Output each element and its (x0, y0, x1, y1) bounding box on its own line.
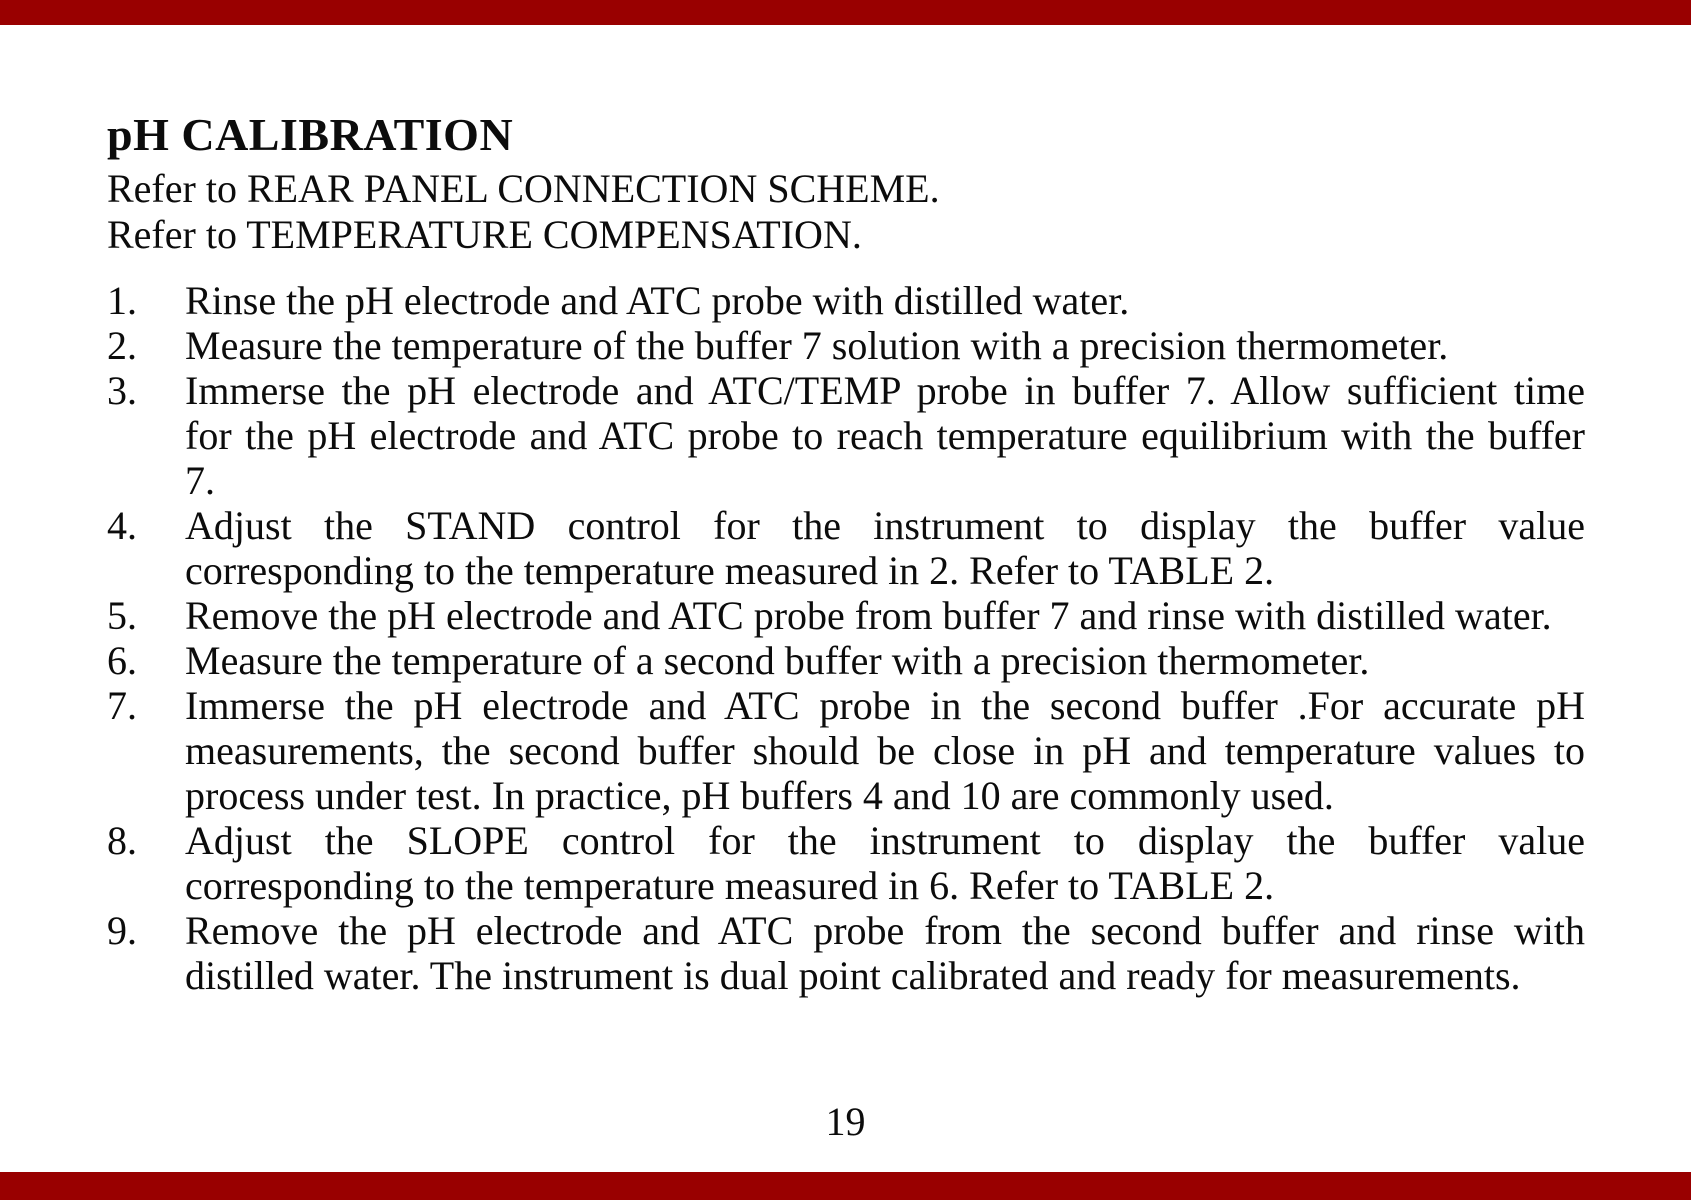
item-line: Rinse the pH electrode and ATC probe with distilled water. (185, 278, 1130, 323)
item-number: 5. (107, 593, 137, 638)
item-line: for the pH electrode and ATC probe to reach temperature equilibrium with the buffer (185, 413, 1585, 458)
page-number: 19 (825, 1099, 866, 1144)
item-number: 1. (107, 278, 137, 323)
item-number: 4. (107, 503, 137, 548)
list-item (107, 908, 1585, 998)
item-line: Remove the pH electrode and ATC probe from buffer 7 and rinse with distilled water. (185, 593, 1552, 638)
item-line: corresponding to the temperature measured in 6. Refer to TABLE 2. (185, 863, 1275, 908)
item-number: 9. (107, 908, 137, 953)
item-line: Measure the temperature of the buffer 7 solution with a precision thermometer. (185, 323, 1449, 368)
list-item (107, 368, 1585, 503)
ref-line-temp-compensation: Refer to TEMPERATURE COMPENSATION. (107, 212, 862, 257)
item-line: Remove the pH electrode and ATC probe from the second buffer and rinse with (185, 908, 1585, 953)
ref-line-rear-panel: Refer to REAR PANEL CONNECTION SCHEME. (107, 166, 940, 211)
item-number: 6. (107, 638, 137, 683)
item-line: process under test. In practice, pH buffers 4 and 10 are commonly used. (185, 773, 1334, 818)
list-item (107, 593, 1585, 638)
page-title: pH CALIBRATION (107, 109, 514, 160)
item-number: 7. (107, 683, 137, 728)
item-line: corresponding to the temperature measured in 2. Refer to TABLE 2. (185, 548, 1275, 593)
top-accent-bar (0, 0, 1691, 25)
list-item (107, 323, 1585, 368)
reference-lines (107, 166, 1585, 258)
item-line: Adjust the SLOPE control for the instrument to display the buffer value (185, 818, 1585, 863)
list-item (107, 683, 1585, 818)
calibration-steps-list (107, 278, 1585, 998)
item-line: 7. (185, 458, 215, 503)
item-line: Adjust the STAND control for the instrument to display the buffer value (185, 503, 1585, 548)
bottom-accent-bar (0, 1172, 1691, 1200)
item-line: measurements, the second buffer should be close in pH and temperature values to (185, 728, 1585, 773)
list-item (107, 638, 1585, 683)
list-item (107, 278, 1585, 323)
item-number: 2. (107, 323, 137, 368)
item-line: distilled water. The instrument is dual point calibrated and ready for measurements. (185, 953, 1521, 998)
list-item (107, 503, 1585, 593)
item-number: 3. (107, 368, 137, 413)
item-line: Immerse the pH electrode and ATC/TEMP probe in buffer 7. Allow sufficient time (185, 368, 1585, 413)
item-line: Immerse the pH electrode and ATC probe in the second buffer .For accurate pH (185, 683, 1585, 728)
item-number: 8. (107, 818, 137, 863)
list-item (107, 818, 1585, 908)
item-line: Measure the temperature of a second buffer with a precision thermometer. (185, 638, 1370, 683)
